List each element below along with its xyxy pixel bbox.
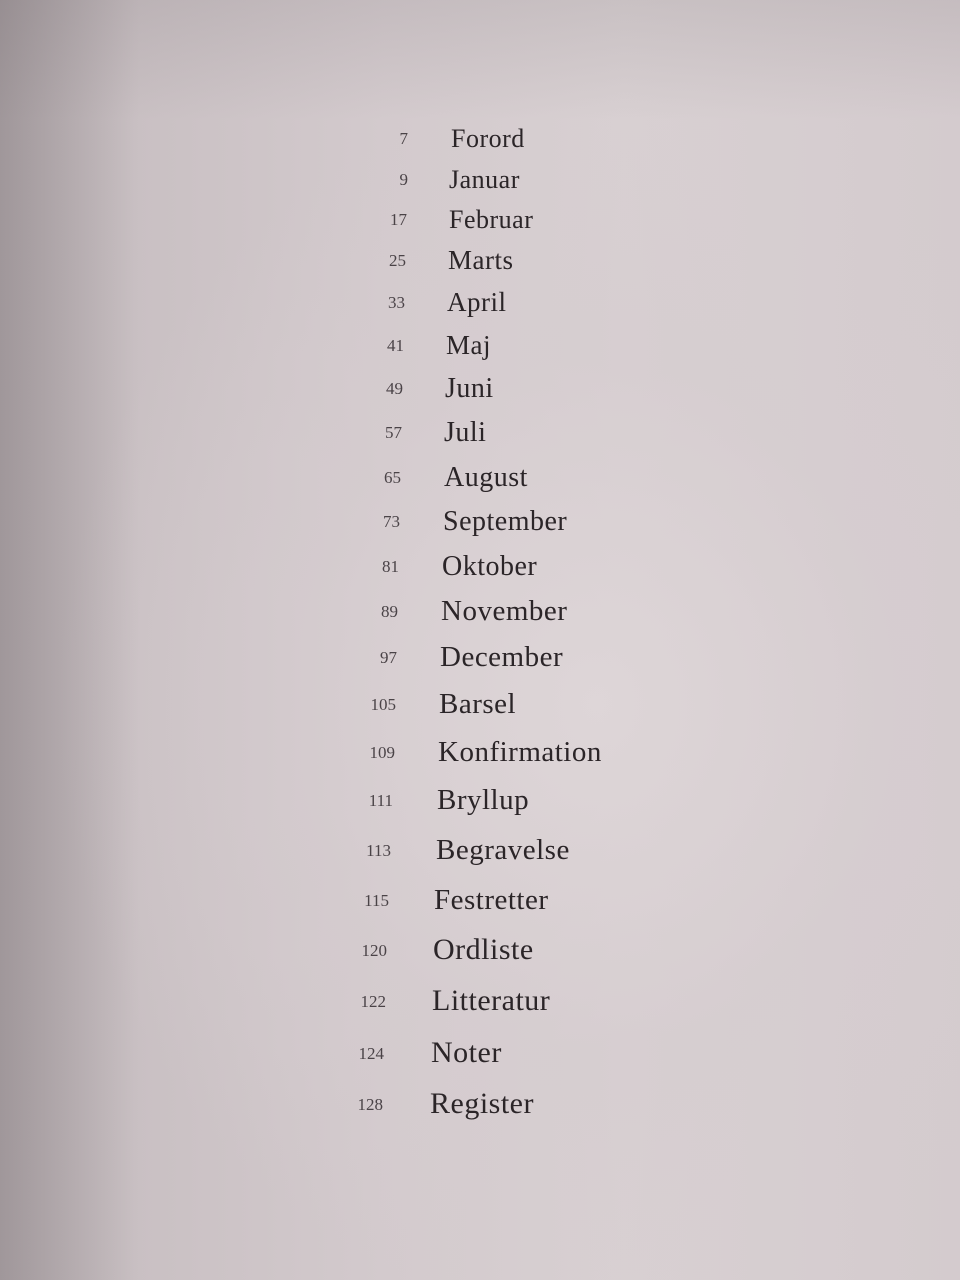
toc-page-number: 120	[361, 941, 387, 960]
toc-entry	[0, 503, 960, 543]
toc-page-number: 115	[364, 891, 389, 910]
toc-page-number: 97	[380, 648, 397, 667]
toc-page-number: 109	[369, 743, 395, 762]
toc-page-number: 81	[382, 557, 399, 576]
toc-chapter-title: Register	[430, 1087, 534, 1121]
toc-chapter-title: Maj	[446, 330, 491, 361]
toc-page-number: 128	[357, 1095, 383, 1114]
toc-entry	[0, 639, 960, 679]
toc-chapter-title: Noter	[431, 1036, 502, 1070]
toc-page-number: 49	[386, 379, 403, 398]
toc-entry	[0, 459, 960, 499]
toc-page-number: 65	[384, 468, 401, 487]
toc-entry	[0, 983, 960, 1023]
toc-page-number: 7	[399, 129, 408, 148]
toc-page-number: 111	[368, 791, 393, 810]
toc-page-number: 9	[399, 170, 408, 189]
toc-entry	[0, 201, 960, 241]
toc-page-number: 73	[383, 512, 400, 531]
toc-chapter-title: Februar	[449, 204, 534, 234]
toc-chapter-title: Litteratur	[432, 984, 551, 1018]
toc-page-number: 33	[388, 293, 405, 312]
toc-page-number: 57	[385, 423, 402, 442]
toc-chapter-title: September	[443, 505, 568, 537]
toc-entry	[0, 161, 960, 201]
toc-entry	[0, 1035, 960, 1075]
toc-entry	[0, 414, 960, 454]
toc-chapter-title: Oktober	[442, 550, 538, 582]
toc-entry	[0, 734, 960, 774]
toc-entry	[0, 882, 960, 922]
toc-chapter-title: August	[444, 461, 528, 493]
toc-entry	[0, 370, 960, 410]
toc-chapter-title: April	[447, 287, 507, 318]
toc-chapter-title: Ordliste	[433, 933, 534, 967]
toc-chapter-title: Konfirmation	[438, 736, 602, 769]
toc-chapter-title: Festretter	[434, 884, 549, 917]
toc-entry	[0, 932, 960, 972]
toc-chapter-title: Forord	[451, 123, 525, 153]
toc-page-number: 113	[366, 841, 391, 860]
toc-page-number: 124	[358, 1044, 384, 1063]
toc-page-number: 17	[390, 210, 407, 229]
toc-entry	[0, 120, 960, 160]
toc-entry	[0, 1086, 960, 1126]
toc-chapter-title: Juli	[444, 416, 487, 448]
toc-chapter-title: Barsel	[439, 688, 517, 721]
toc-page-number: 25	[389, 251, 406, 270]
toc-chapter-title: Begravelse	[436, 834, 570, 867]
toc-chapter-title: Bryllup	[437, 784, 530, 817]
toc-entry	[0, 686, 960, 726]
toc-entry	[0, 242, 960, 282]
toc-entry	[0, 327, 960, 367]
toc-entry	[0, 832, 960, 872]
toc-entry	[0, 593, 960, 633]
toc-chapter-title: December	[440, 641, 564, 674]
toc-entry	[0, 782, 960, 822]
toc-entry	[0, 284, 960, 324]
toc-page-number: 41	[387, 336, 404, 355]
toc-chapter-title: November	[441, 595, 568, 628]
toc-entry	[0, 548, 960, 588]
toc-chapter-title: Juni	[445, 372, 494, 404]
toc-chapter-title: Marts	[448, 245, 514, 276]
toc-page-number: 105	[370, 695, 396, 714]
toc-page-number: 122	[360, 992, 386, 1011]
toc-chapter-title: Januar	[449, 164, 520, 194]
toc-page-number: 89	[381, 602, 398, 621]
